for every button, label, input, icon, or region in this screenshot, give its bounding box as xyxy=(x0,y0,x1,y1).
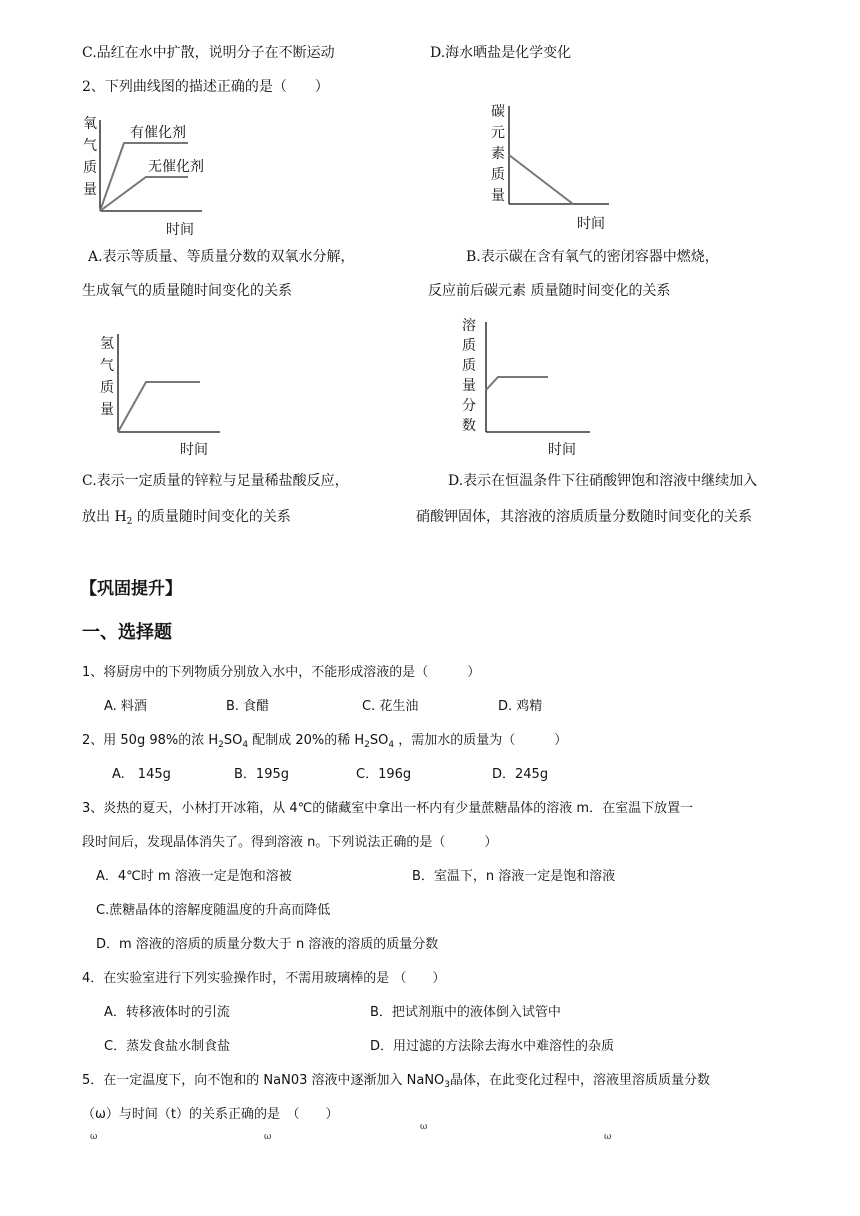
graph-b-carbon xyxy=(485,100,615,236)
q4-option-b: B．把试剂瓶中的液体倒入试管中 xyxy=(370,1005,561,1020)
graph-c-ylabel-4: 量 xyxy=(100,402,114,418)
graph-d-caption-2: 硝酸钾固体，其溶液的溶质质量分数随时间变化的关系 xyxy=(416,509,752,525)
graph-a-ylabel-4: 量 xyxy=(83,182,97,198)
section-title: 【巩固提升】 xyxy=(80,579,182,599)
graph-d-ylabel-6: 数 xyxy=(462,418,476,434)
graph-d-ylabel-5: 分 xyxy=(462,398,476,414)
curve-hydrogen-mass xyxy=(118,382,200,432)
graph-b-xlabel: 时间 xyxy=(577,216,605,232)
graph-a-caption-2: 生成氧气的质量随时间变化的关系 xyxy=(82,283,292,299)
q4-option-c: C．蒸发食盐水制食盐 xyxy=(104,1039,231,1054)
omega-label-a: ω xyxy=(90,1132,98,1142)
q1-option-c: C. 花生油 xyxy=(362,699,419,714)
graph-a-curve1-label: 有催化剂 xyxy=(130,125,186,141)
q4-stem: 4．在实验室进行下列实验操作时，不需用玻璃棒的是 （ ） xyxy=(82,971,446,986)
graph-a-caption-1: A.表示等质量、等质量分数的双氧水分解， xyxy=(88,249,355,265)
graph-c-ylabel-1: 氢 xyxy=(100,336,114,352)
omega-label-d: ω xyxy=(604,1132,612,1142)
graph-b-ylabel-1: 碳 xyxy=(491,104,505,120)
graph-a-ylabel-2: 气 xyxy=(83,138,97,154)
graph-c-caption-2: 放出 $H_2$ 的质量随时间变化的关系 xyxy=(82,509,291,527)
graph-d-ylabel-2: 质 xyxy=(462,338,476,354)
omega-label-b: ω xyxy=(264,1132,272,1142)
q3-option-d: D．m 溶液的溶质的质量分数大于 n 溶液的溶质的质量分数 xyxy=(96,937,439,952)
graph-a-xlabel: 时间 xyxy=(166,222,194,238)
q3-option-b: B．室温下，n 溶液一定是饱和溶液 xyxy=(412,869,616,884)
graph-c-xlabel: 时间 xyxy=(180,442,208,458)
graph-question-stem: 2、下列曲线图的描述正确的是（ ） xyxy=(82,79,329,95)
graph-c-caption-1: C.表示一定质量的锌粒与足量稀盐酸反应， xyxy=(82,473,349,489)
q1-option-b: B. 食醋 xyxy=(226,699,270,714)
curve-solute-fraction xyxy=(486,377,548,390)
graph-a-ylabel-3: 质 xyxy=(83,160,97,176)
graph-b-ylabel-4: 质 xyxy=(491,167,505,183)
graph-d-ylabel-3: 质 xyxy=(462,358,476,374)
option-c-top: C.品红在水中扩散，说明分子在不断运动 xyxy=(82,45,335,61)
q3-stem-line2: 段时间后，发现晶体消失了。得到溶液 n。下列说法正确的是（ ） xyxy=(82,835,498,850)
graph-d-caption-1: D.表示在恒温条件下往硝酸钾饱和溶液中继续加入 xyxy=(448,473,758,489)
q2-option-d: D．245g xyxy=(492,767,549,782)
graph-a-curve2-label: 无催化剂 xyxy=(148,159,204,175)
q5-stem-line2: （ω）与时间（t）的关系正确的是 （ ） xyxy=(82,1107,339,1122)
graph-c-hydrogen xyxy=(96,328,226,458)
q2-option-c: C．196g xyxy=(356,767,412,782)
curve-carbon-mass xyxy=(509,155,573,204)
graph-c-ylabel-3: 质 xyxy=(100,380,114,396)
curve-without-catalyst xyxy=(100,177,188,211)
graph-b-ylabel-5: 量 xyxy=(491,188,505,204)
q1-stem: 1、将厨房中的下列物质分别放入水中，不能形成溶液的是（ ） xyxy=(82,665,481,680)
q3-option-a: A．4℃时 m 溶液一定是饱和溶被 xyxy=(96,869,292,884)
q4-option-d: D．用过滤的方法除去海水中难溶性的杂质 xyxy=(370,1039,615,1054)
q2-option-b: B．195g xyxy=(234,767,289,782)
graph-b-caption-1: B.表示碳在含有氧气的密闭容器中燃烧， xyxy=(466,249,719,265)
graph-b-caption-2: 反应前后碳元素 质量随时间变化的关系 xyxy=(428,283,671,299)
graph-d-ylabel-4: 量 xyxy=(462,378,476,394)
graph-d-solute-fraction xyxy=(456,314,596,458)
graph-b-ylabel-2: 元 xyxy=(491,125,505,141)
graph-b-ylabel-3: 素 xyxy=(491,146,505,162)
graph-c-ylabel-2: 气 xyxy=(100,358,114,374)
option-d-top: D.海水晒盐是化学变化 xyxy=(430,45,572,61)
graph-a-ylabel-1: 氧 xyxy=(83,116,97,132)
q3-option-c: C.蔗糖晶体的溶解度随温度的升高而降低 xyxy=(96,903,331,918)
subsection-title: 一、选择题 xyxy=(82,622,172,643)
q1-option-d: D. 鸡精 xyxy=(498,699,543,714)
q1-option-a: A. 料酒 xyxy=(104,699,147,714)
q3-stem-line1: 3、炎热的夏天，小林打开冰箱，从 4℃的储藏室中拿出一杯内有少量蔗糖晶体的溶液 m．在室温下放置一 xyxy=(82,801,694,816)
omega-label-c: ω xyxy=(420,1122,428,1132)
graph-d-ylabel-1: 溶 xyxy=(462,318,476,334)
q4-option-a: A．转移液体时的引流 xyxy=(104,1005,230,1020)
q2-option-a: A. 145g xyxy=(112,767,171,782)
q5-stem-line1: 5．在一定温度下，向不饱和的 NaN03 溶液中逐渐加入 NaNO$_3$晶体，在此变化过程中，溶液里溶质质量分数 xyxy=(82,1073,711,1090)
q2-stem: 2、用 50g 98%的浓 $H_2SO_4$ 配制成 20%的稀 $H_2SO_4$ ，需加水的质量为（ ） xyxy=(82,733,568,750)
graph-d-xlabel: 时间 xyxy=(548,442,576,458)
graph-a-oxygen xyxy=(78,116,208,240)
